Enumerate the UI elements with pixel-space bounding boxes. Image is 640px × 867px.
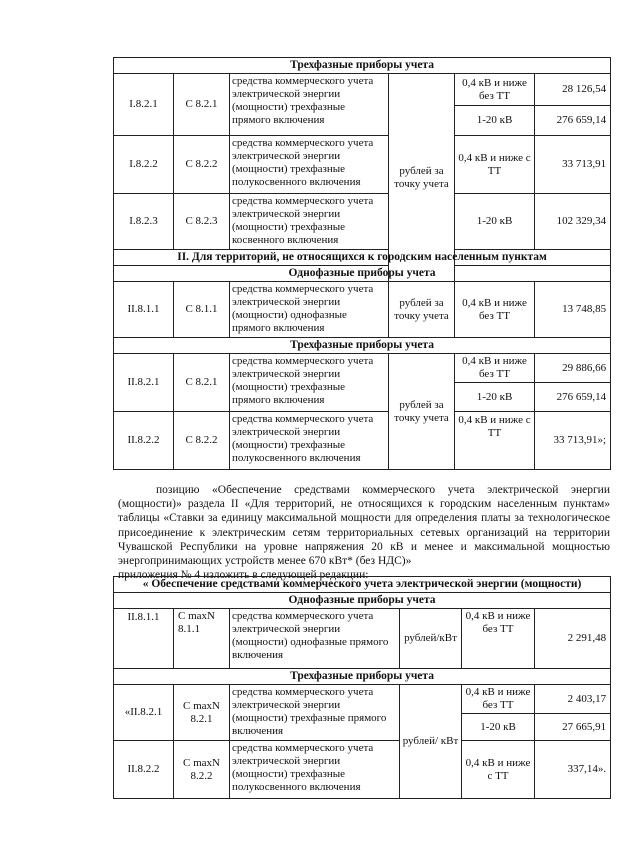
- value-cell: 28 126,54: [535, 74, 611, 106]
- row-description: средства коммерческого учета электрической энергии (мощности) трехфазные полукосвенного включения: [230, 741, 400, 799]
- row-description: средства коммерческого учета электрической энергии (мощности) трехфазные полукосвенного включения: [230, 412, 389, 470]
- value-cell: 29 886,66: [535, 354, 611, 383]
- row-code: II.8.1.1: [114, 282, 174, 338]
- row-description: средства коммерческого учета электрической энергии (мощности) однофазные прямого включения: [230, 282, 389, 338]
- unit-cell: рублей за точку учета: [389, 354, 455, 470]
- value-cell: 102 329,34: [535, 194, 611, 250]
- value-cell: 2 403,17: [535, 685, 611, 714]
- unit-cell: рублей за точку учета: [389, 282, 455, 338]
- paragraph-text-end: приложения № 4 изложить в следующей редакции:: [118, 569, 369, 582]
- voltage-cell: 0,4 кВ и ниже с ТТ: [455, 412, 535, 470]
- voltage-cell: 1-20 кВ: [455, 106, 535, 136]
- row-symbol: С maxN 8.2.1: [174, 685, 230, 741]
- voltage-cell: 1-20 кВ: [462, 714, 535, 741]
- voltage-cell: 0,4 кВ и ниже без ТТ: [455, 74, 535, 106]
- row-description: средства коммерческого учета электрической энергии (мощности) трехфазные полукосвенного включения: [230, 136, 389, 194]
- voltage-cell: 0,4 кВ и ниже с ТТ: [455, 136, 535, 194]
- value-cell: 13 748,85: [535, 282, 611, 338]
- amendment-paragraph: [118, 483, 610, 582]
- row-description: средства коммерческого учета электрической энергии (мощности) трехфазные прямого включения: [230, 354, 389, 412]
- tariff-table-2: [113, 576, 611, 799]
- row-description: средства коммерческого учета электрической энергии (мощности) трехфазные прямого включения: [230, 74, 389, 136]
- value-cell: 27 665,91: [535, 714, 611, 741]
- three-phase-header: Трехфазные приборы учета: [114, 669, 611, 685]
- row-code: II.8.2.2: [114, 412, 174, 470]
- row-code: II.8.2.2: [114, 741, 174, 799]
- single-phase-header: Однофазные приборы учета: [114, 266, 611, 282]
- row-symbol: С 8.2.3: [174, 194, 230, 250]
- row-code: I.8.2.1: [114, 74, 174, 136]
- table-title-header: « Обеспечение средствами коммерческого учета электрической энергии (мощности): [114, 577, 611, 593]
- row-symbol: С maxN 8.1.1: [174, 609, 230, 669]
- row-description: средства коммерческого учета электрической энергии (мощности) трехфазные косвенного включения: [230, 194, 389, 250]
- voltage-cell: 1-20 кВ: [455, 194, 535, 250]
- unit-cell: рублей/ кВт: [400, 685, 462, 799]
- row-description: средства коммерческого учета электрической энергии (мощности) однофазные прямого включения: [230, 609, 400, 669]
- row-symbol: С 8.2.1: [174, 74, 230, 136]
- voltage-cell: 0,4 кВ и ниже с ТТ: [462, 741, 535, 799]
- voltage-cell: 1-20 кВ: [455, 383, 535, 412]
- row-code: I.8.2.3: [114, 194, 174, 250]
- value-cell: 337,14».: [535, 741, 611, 799]
- voltage-cell: 0,4 кВ и ниже без ТТ: [455, 354, 535, 383]
- row-code: «II.8.2.1: [114, 685, 174, 741]
- row-symbol: С 8.2.2: [174, 136, 230, 194]
- voltage-cell: 0,4 кВ и ниже без ТТ: [462, 609, 535, 669]
- unit-cell: рублей/кВт: [400, 609, 462, 669]
- row-symbol: С 8.2.2: [174, 412, 230, 470]
- single-phase-header: Однофазные приборы учета: [114, 593, 611, 609]
- row-code: II.8.2.1: [114, 354, 174, 412]
- row-symbol: С maxN 8.2.2: [174, 741, 230, 799]
- value-cell: 33 713,91»;: [535, 412, 611, 470]
- value-cell: 2 291,48: [535, 609, 611, 669]
- row-code: I.8.2.2: [114, 136, 174, 194]
- three-phase-header: Трехфазные приборы учета: [114, 58, 611, 74]
- row-description: средства коммерческого учета электрической энергии (мощности) трехфазные прямого включения: [230, 685, 400, 741]
- value-cell: 276 659,14: [535, 383, 611, 412]
- tariff-table-1: [113, 57, 611, 470]
- section-header: II. Для территорий, не относящихся к городским населенным пунктам: [114, 250, 611, 266]
- value-cell: 33 713,91: [535, 136, 611, 194]
- paragraph-text: позицию «Обеспечение средствами коммерческого учета электрической энергии (мощности)» раздела II «Для территорий, не относящихся к городским населенным пунктам» таблицы «Ставки за единицу максимальной мощности для определения платы за технологическое присоединение к электрическим сетям территориальных сетевых организаций на территории Чувашской Республики на уровне напряжения 20 кВ и менее и максимальной мощностью энергопринимающих устройств менее 670 кВт* (без НДС)»: [118, 484, 610, 568]
- unit-cell: рублей за точку учета: [389, 74, 455, 282]
- row-code: II.8.1.1: [114, 609, 174, 669]
- three-phase-header: Трехфазные приборы учета: [114, 338, 611, 354]
- row-symbol: С 8.1.1: [174, 282, 230, 338]
- row-symbol: С 8.2.1: [174, 354, 230, 412]
- voltage-cell: 0,4 кВ и ниже без ТТ: [455, 282, 535, 338]
- voltage-cell: 0,4 кВ и ниже без ТТ: [462, 685, 535, 714]
- value-cell: 276 659,14: [535, 106, 611, 136]
